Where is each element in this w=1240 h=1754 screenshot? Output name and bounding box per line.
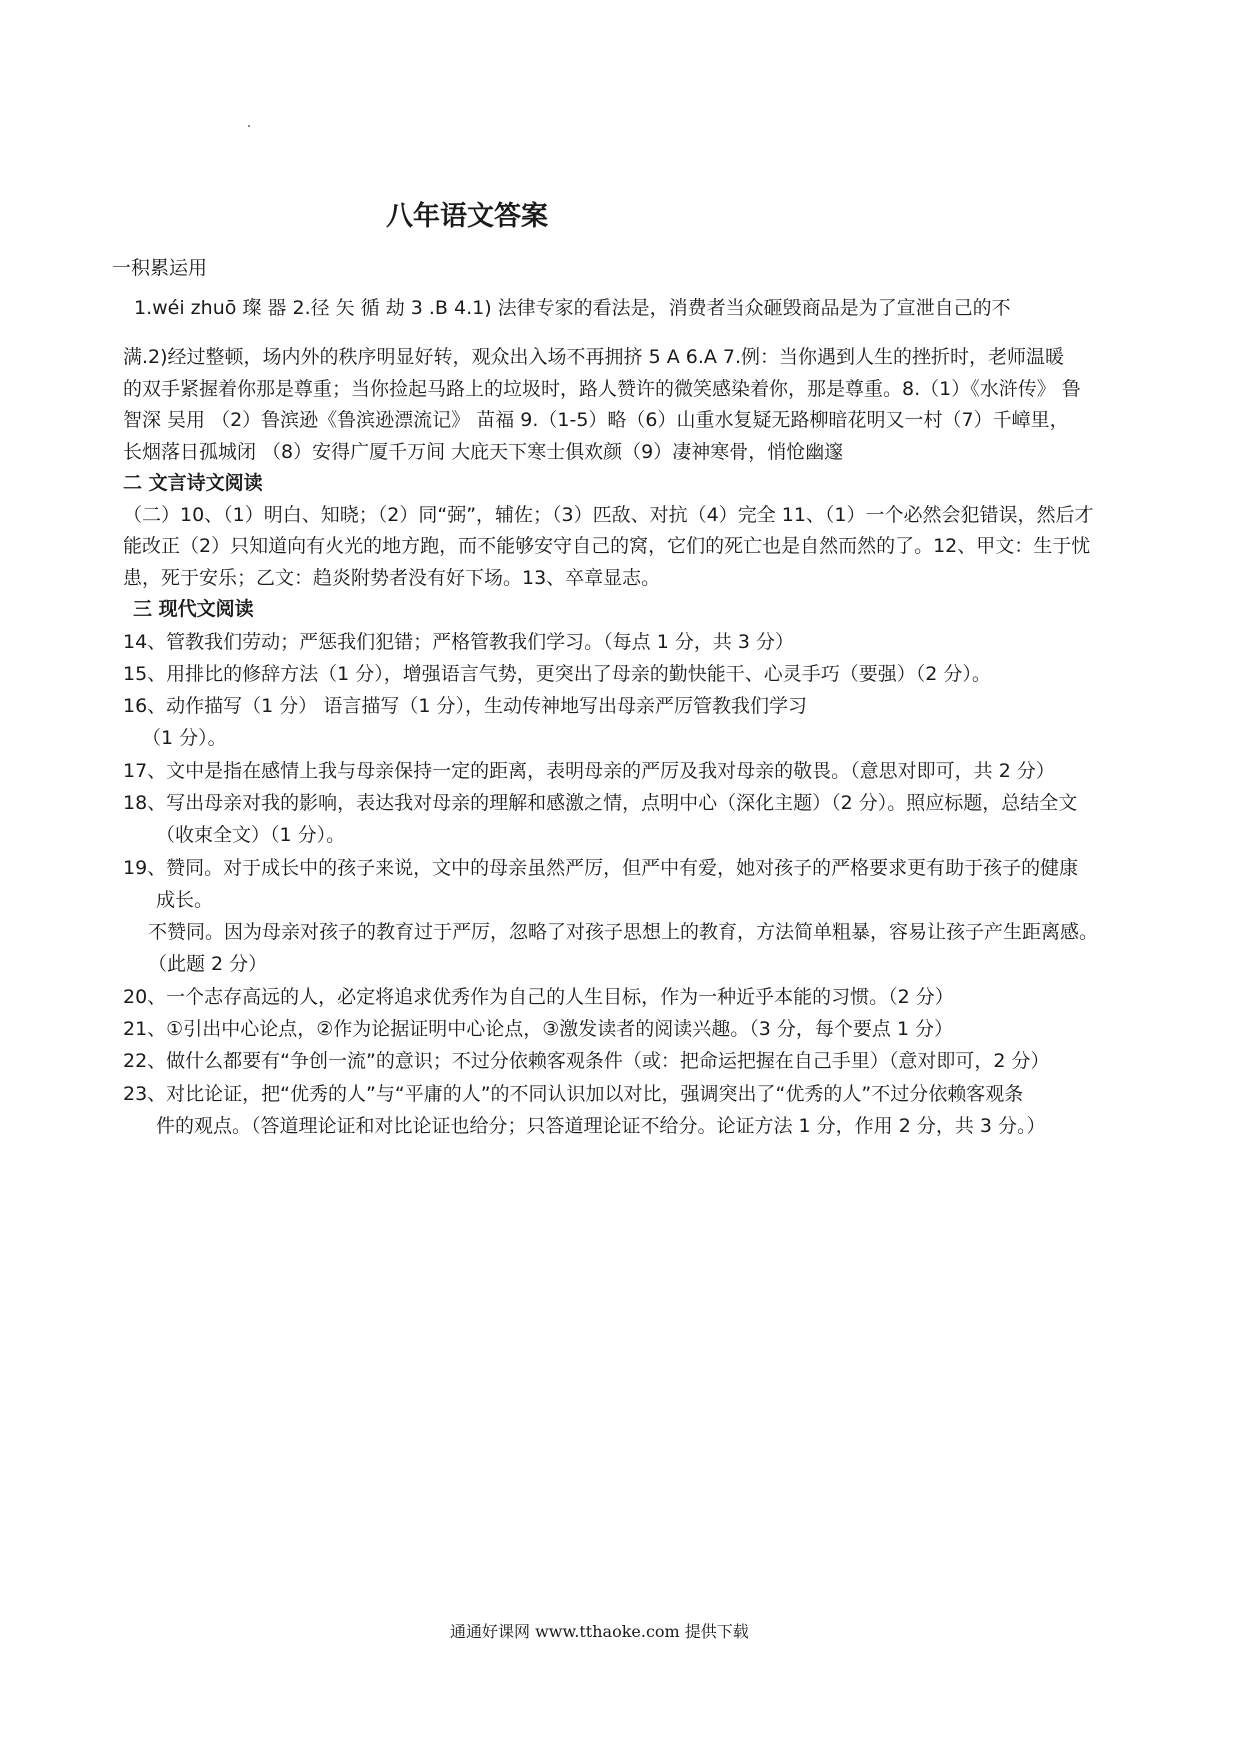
answer-line: 16、动作描写（1 分） 语言描写（1 分），生动传神地写出母亲严厉管教我们学习 [123, 695, 807, 717]
answer-line: （1 分）。 [142, 727, 227, 749]
page-footer: 通通好课网 www.tthaoke.com 提供下载 [450, 1622, 749, 1641]
answer-line: 1.wéi zhuō 璨 器 2.径 矢 循 劫 3 .B 4.1) 法律专家的看法是，消费者当众砸毁商品是为了宣泄自己的不 [134, 297, 1011, 319]
section-heading-accumulation: 一积累运用 [112, 257, 208, 279]
speck-mark [248, 125, 250, 127]
page-title: 八年语文答案 [386, 201, 548, 232]
answer-line: 21、①引出中心论点，②作为论据证明中心论点，③激发读者的阅读兴趣。（3 分，每个要点 1 分） [123, 1018, 954, 1040]
answer-line: 18、写出母亲对我的影响，表达我对母亲的理解和感激之情，点明中心（深化主题）（2 分）。照应标题，总结全文 [123, 792, 1078, 814]
section-heading-modern: 三 现代文阅读 [133, 598, 254, 620]
answer-line: 23、对比论证，把“优秀的人”与“平庸的人”的不同认识加以对比，强调突出了“优秀的人”不过分依赖客观条 [123, 1083, 1024, 1105]
answer-line: 成长。 [156, 889, 214, 911]
answer-line: 15、用排比的修辞方法（1 分），增强语言气势，更突出了母亲的勤快能干、心灵手巧（要强）（2 分）。 [123, 663, 991, 685]
answer-line: 22、做什么都要有“争创一流”的意识；不过分依赖客观条件（或：把命运把握在自己手里）（意对即可，2 分） [123, 1050, 1050, 1072]
answer-line: （此题 2 分） [148, 953, 268, 975]
answer-line: 长烟落日孤城闭 （8）安得广厦千万间 大庇天下寒士俱欢颜（9）凄神寒骨，悄怆幽邃 [123, 441, 844, 463]
answer-line: 不赞同。因为母亲对孩子的教育过于严厉，忽略了对孩子思想上的教育，方法简单粗暴，容易让孩子产生距离感。 [148, 921, 1099, 943]
section-heading-classical: 二 文言诗文阅读 [123, 472, 263, 494]
answer-line: 20、一个志存高远的人，必定将追求优秀作为自己的人生目标，作为一种近乎本能的习惯。（2 分） [123, 986, 954, 1008]
answer-line: 能改正（2）只知道向有火光的地方跑，而不能够安守自己的窝，它们的死亡也是自然而然的了。12、甲文：生于忧 [123, 535, 1091, 557]
answer-line: （收束全文）（1 分）。 [156, 824, 346, 846]
answer-line: 17、文中是指在感情上我与母亲保持一定的距离，表明母亲的严厉及我对母亲的敬畏。（意思对即可，共 2 分） [123, 760, 1055, 782]
answer-line: 满.2)经过整顿，场内外的秩序明显好转，观众出入场不再拥挤 5 A 6.A 7.例：当你遇到人生的挫折时，老师温暖 [123, 346, 1065, 368]
answer-line: 件的观点。（答道理论证和对比论证也给分；只答道理论证不给分。论证方法 1 分，作用 2 分，共 3 分。） [156, 1115, 1046, 1137]
answer-line: 14、管教我们劳动；严惩我们犯错；严格管教我们学习。（每点 1 分，共 3 分） [123, 631, 795, 653]
answer-line: （二）10、（1）明白、知晓；（2）同“弼”，辅佐；（3）匹敌、对抗（4）完全 11、（1）一个必然会犯错误，然后才 [123, 504, 1094, 526]
answer-line: 智深 吴用 （2）鲁滨逊《鲁滨逊漂流记》 苗福 9.（1-5）略（6）山重水复疑无路柳暗花明又一村（7）千嶂里， [123, 409, 1069, 431]
answer-line: 19、赞同。对于成长中的孩子来说，文中的母亲虽然严厉，但严中有爱，她对孩子的严格要求更有助于孩子的健康 [123, 857, 1079, 879]
answer-line: 的双手紧握着你那是尊重；当你捡起马路上的垃圾时，路人赞许的微笑感染着你，那是尊重。8.（1）《水浒传》 鲁 [123, 378, 1081, 400]
answer-line: 患，死于安乐；乙文：趋炎附势者没有好下场。13、卒章显志。 [123, 567, 661, 589]
